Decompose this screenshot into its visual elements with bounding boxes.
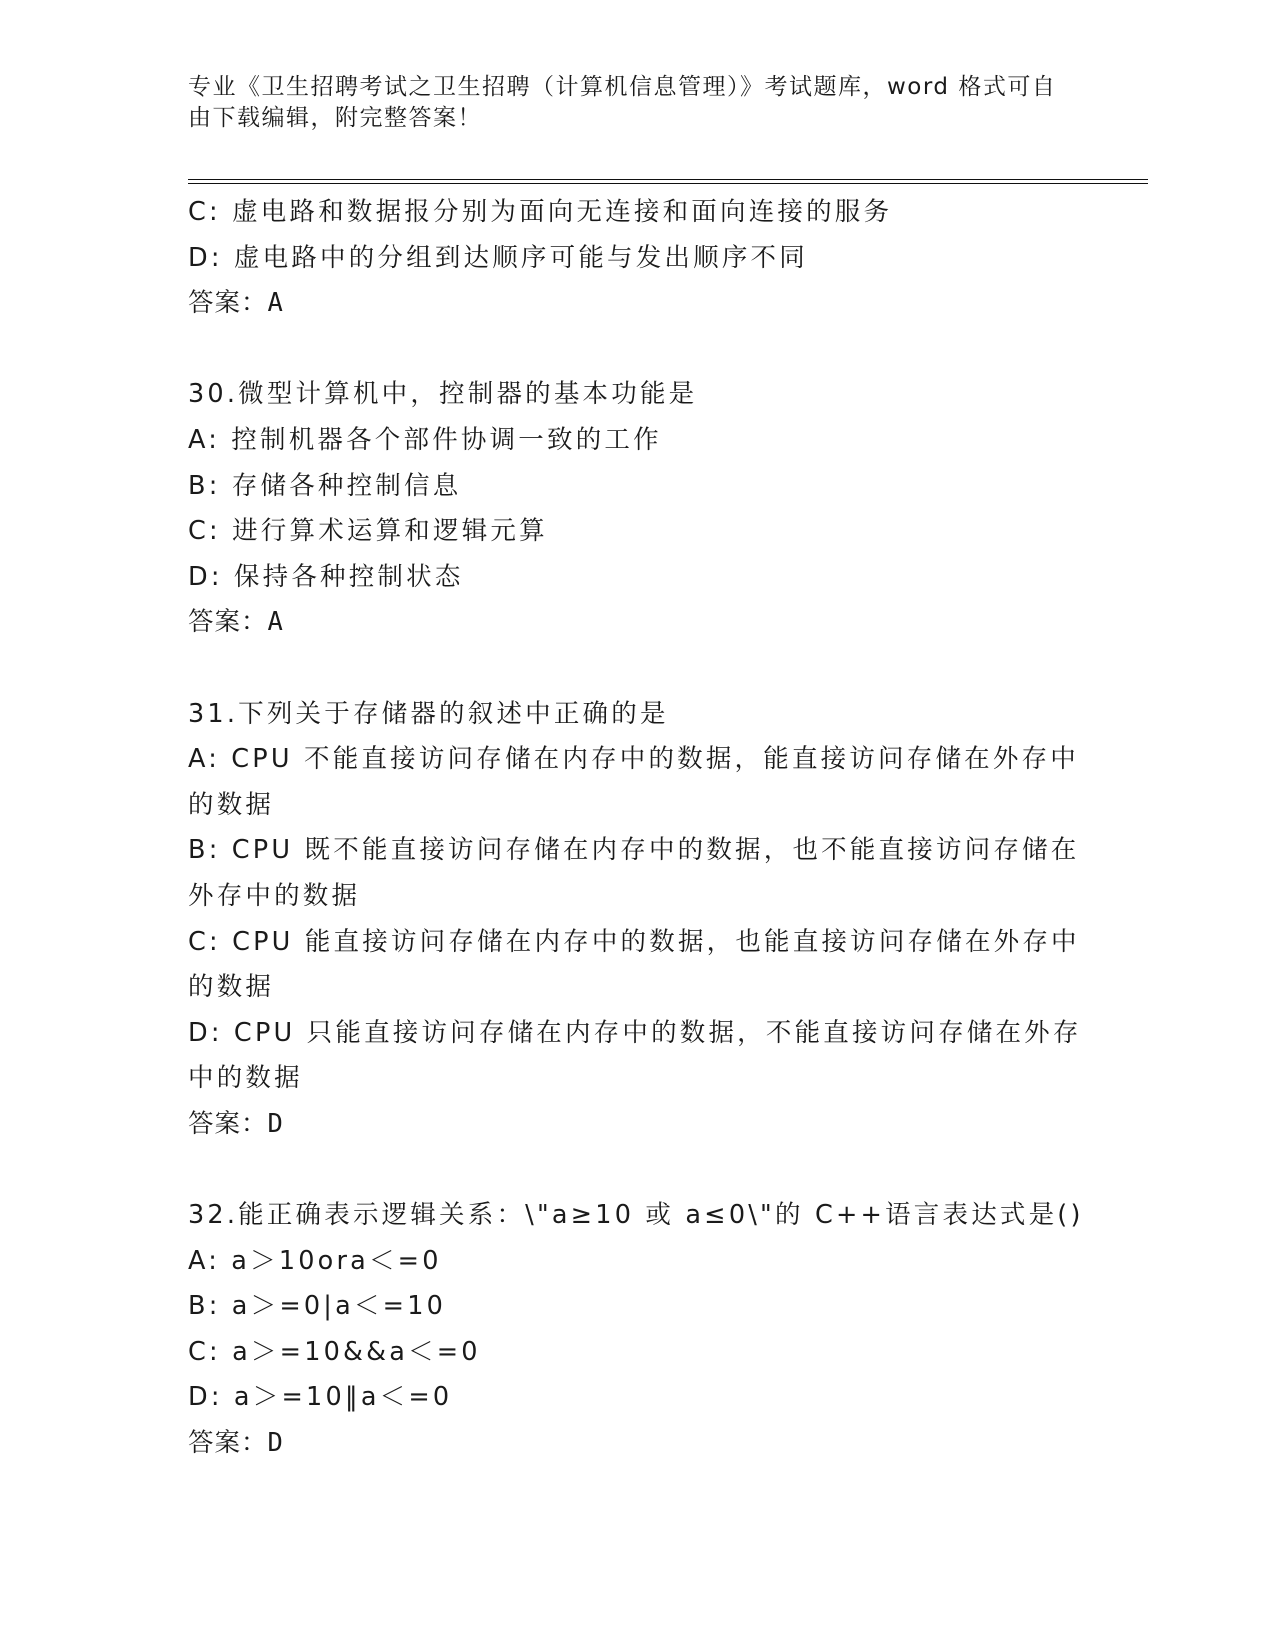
header-line-1: 专业《卫生招聘考试之卫生招聘（计算机信息管理）》考试题库，word 格式可自	[188, 74, 1057, 100]
question-text: 30.微型计算机中，控制器的基本功能是	[188, 379, 698, 410]
option-c: C: 虚电路和数据报分别为面向无连接和面向连接的服务	[188, 197, 893, 227]
option-b: B: a＞=0|a＜=10	[188, 1291, 447, 1322]
option-a: A: 控制机器各个部件协调一致的工作	[188, 424, 662, 455]
option-c-line-2: 的数据	[188, 972, 275, 1003]
option-a-line-2: 的数据	[188, 789, 275, 820]
answer-label: 答案：D	[188, 1108, 284, 1139]
option-a-line-1: A: CPU 不能直接访问存储在内存中的数据，能直接访问存储在外存中	[188, 744, 1079, 775]
option-a: A: a＞10ora＜=0	[188, 1245, 442, 1276]
answer-label: 答案：A	[188, 607, 284, 638]
option-c: C: 进行算术运算和逻辑元算	[188, 516, 548, 547]
option-d-line-1: D: CPU 只能直接访问存储在内存中的数据，不能直接访问存储在外存	[188, 1017, 1082, 1048]
header-divider-bottom	[188, 183, 1148, 184]
spacer	[188, 646, 1088, 692]
header-divider-top	[188, 179, 1148, 180]
question-text: 31.下列关于存储器的叙述中正确的是	[188, 698, 669, 729]
option-d: D: a＞=10‖a＜=0	[188, 1382, 453, 1413]
option-b: B: 存储各种控制信息	[188, 470, 462, 501]
question-31	[188, 692, 1088, 1148]
option-d: D: 虚电路中的分组到达顺序可能与发出顺序不同	[188, 242, 808, 273]
option-b-line-2: 外存中的数据	[188, 880, 361, 911]
answer-label: 答案：A	[188, 288, 284, 319]
option-c: C: a＞=10&&a＜=0	[188, 1336, 481, 1367]
option-c-line-1: C: CPU 能直接访问存储在内存中的数据，也能直接访问存储在外存中	[188, 926, 1080, 957]
question-30	[188, 372, 1088, 646]
spacer	[188, 1147, 1088, 1193]
question-29	[188, 190, 1088, 327]
document-header	[188, 72, 1078, 134]
question-list	[188, 190, 1088, 1467]
header-line-2: 由下载编辑，附完整答案！	[188, 105, 482, 131]
option-d: D: 保持各种控制状态	[188, 561, 464, 592]
spacer	[188, 327, 1088, 373]
option-b-line-1: B: CPU 既不能直接访问存储在内存中的数据，也不能直接访问存储在	[188, 835, 1080, 866]
option-d-line-2: 中的数据	[188, 1063, 303, 1094]
question-32	[188, 1193, 1088, 1467]
answer-label: 答案：D	[188, 1428, 284, 1459]
question-text: 32.能正确表示逻辑关系：\"a≥10 或 a≤0\"的 C++语言表达式是()	[188, 1200, 1084, 1231]
